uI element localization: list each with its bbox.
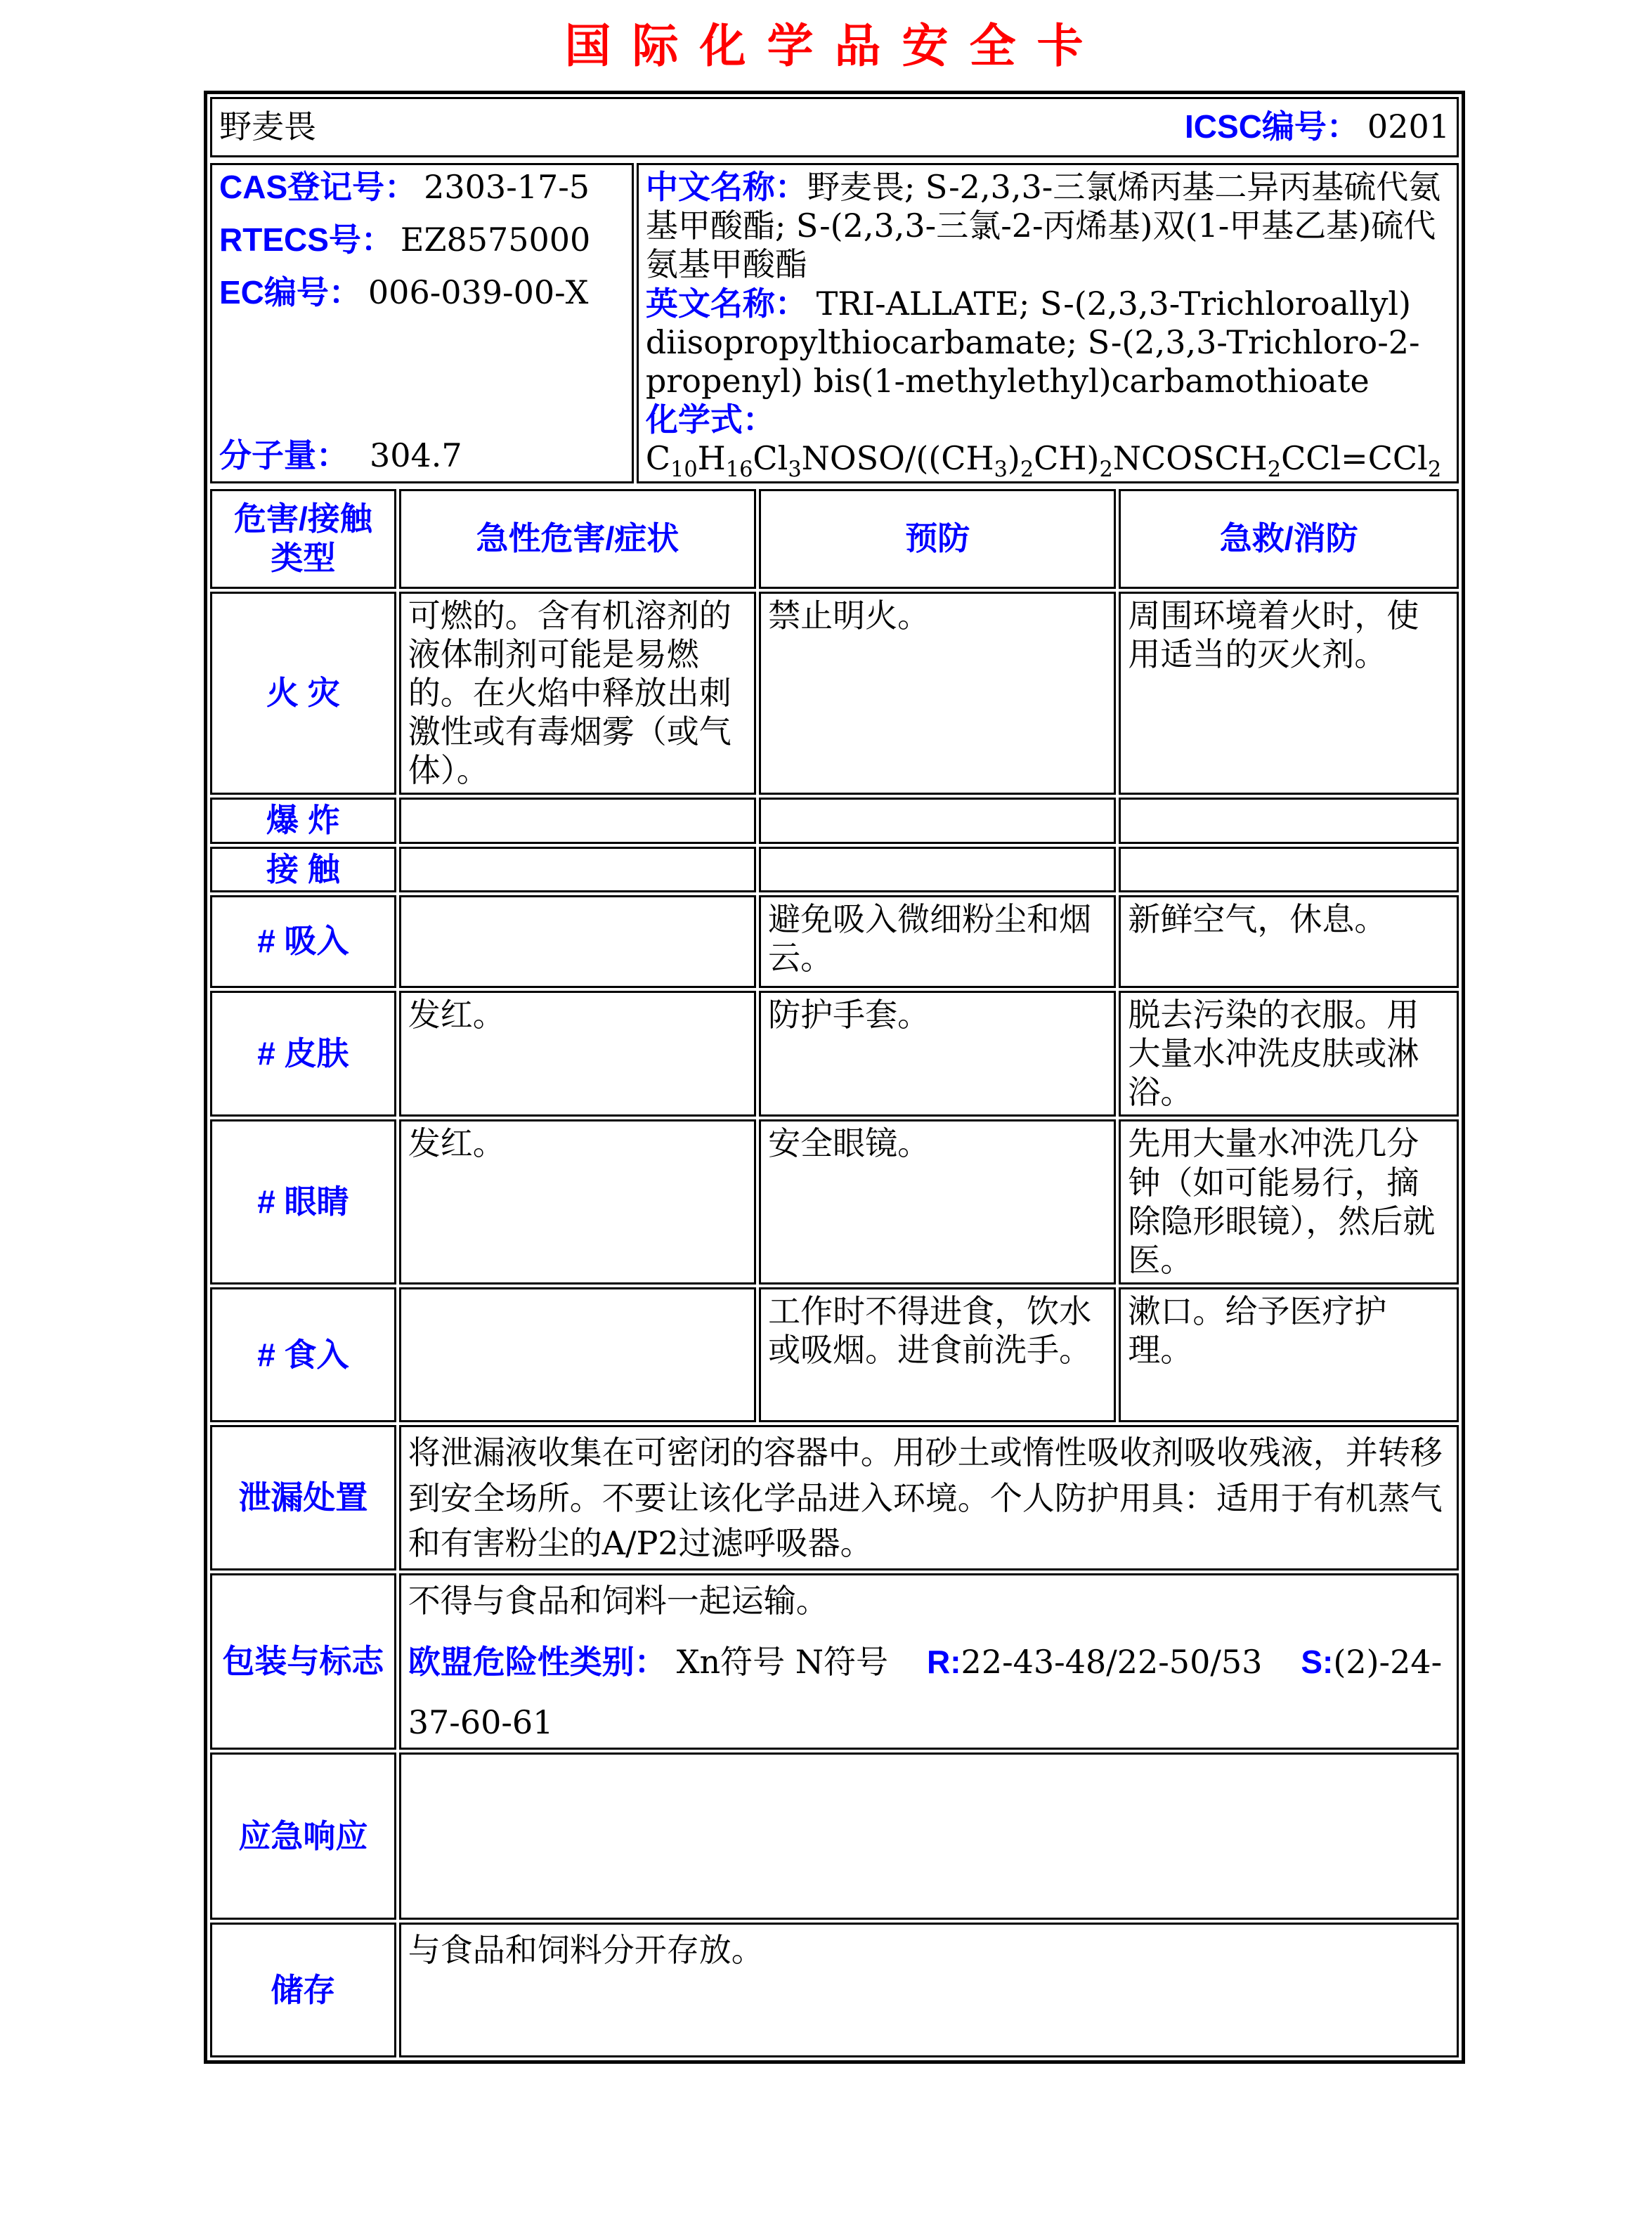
column-header-hazard-type: 危害/接触类型 (210, 489, 396, 589)
packaging-labelling-row (210, 1573, 1459, 1750)
s-phrases-continuation: 37-60-61 (408, 1703, 554, 1742)
s-phrases-label: S: (1301, 1643, 1334, 1680)
hazard-header-row (210, 489, 1459, 589)
skin-prevention-cell: 防护手套。 (759, 991, 1116, 1117)
exposure-prevention-cell (759, 847, 1116, 892)
cas-number-value: 2303-17-5 (424, 168, 590, 206)
exposure-row-label: 接 触 (210, 847, 396, 892)
molecular-weight-value: 304.7 (370, 436, 462, 475)
explosion-response-cell (1119, 798, 1459, 843)
exposure-response-cell (1119, 847, 1459, 892)
storage-text: 与食品和饲料分开存放。 (399, 1923, 1459, 2057)
ec-number-line (219, 273, 625, 312)
cas-number-line (219, 168, 625, 207)
cas-number-label: CAS登记号： (219, 169, 417, 205)
storage-row (210, 1923, 1459, 2057)
molecular-weight-label: 分子量： (219, 437, 349, 474)
emergency-response-text (399, 1752, 1459, 1920)
hazard-row-eyes (210, 1119, 1459, 1285)
s-phrases-value: (2)-24- (1333, 1642, 1443, 1681)
hazard-row-skin (210, 991, 1459, 1117)
page-title: 国际化学品安全卡 (564, 18, 1105, 73)
ingestion-response-cell: 漱口。给予医疗护理。 (1119, 1287, 1459, 1422)
rtecs-number-line (219, 221, 625, 259)
hazard-row-fire (210, 592, 1459, 795)
inhalation-response-cell: 新鲜空气，休息。 (1119, 895, 1459, 988)
packaging-labelling-label: 包装与标志 (210, 1573, 396, 1750)
substance-name: 野麦畏 (219, 108, 316, 146)
hazard-table (207, 486, 1462, 2061)
chemical-formula-line (645, 401, 1450, 483)
hazard-row-explosion (210, 798, 1459, 843)
skin-symptoms-cell: 发红。 (399, 991, 756, 1117)
eyes-symptoms-cell: 发红。 (399, 1119, 756, 1285)
header-bar-table (207, 94, 1462, 160)
rtecs-number-value: EZ8575000 (400, 221, 591, 259)
fire-symptoms-cell: 可燃的。含有机溶剂的液体制剂可能是易燃的。在火焰中释放出刺激性或有毒烟雾（或气体）。 (399, 592, 756, 795)
icsc-number-label: ICSC编号： (1185, 108, 1359, 145)
hazard-row-ingestion (210, 1287, 1459, 1422)
fire-row-label: 火 灾 (210, 592, 396, 795)
registry-ids-cell (210, 163, 634, 483)
eyes-prevention-cell: 安全眼镜。 (759, 1119, 1116, 1285)
chinese-name-line (646, 168, 1450, 285)
eyes-response-cell: 先用大量水冲洗几分钟（如可能易行，摘除隐形眼镜），然后就医。 (1119, 1119, 1459, 1285)
icsc-number-value: 0201 (1367, 108, 1450, 146)
molecular-weight-line (219, 436, 625, 475)
emergency-response-row (210, 1752, 1459, 1920)
english-name-line (646, 285, 1450, 401)
eu-hazard-class-line (408, 1639, 1450, 1684)
english-name-value: TRI-ALLATE; S-(2,3,3-Trichloroallyl) diisopropylthiocarbamate; S-(2,3,3-Trichloro-2-propenyl) bis(1-methylethyl)carbamothioate (645, 284, 1420, 400)
header-bar-cell (210, 97, 1459, 157)
names-formula-cell (637, 163, 1459, 483)
chinese-name-label: 中文名称： (645, 169, 807, 205)
ec-number-value: 006-039-00-X (368, 273, 589, 312)
hazard-row-exposure (210, 847, 1459, 892)
packaging-labelling-content (399, 1573, 1459, 1750)
chinese-name-value: 野麦畏; S-2,3,3-三氯烯丙基二异丙基硫代氨基甲酸酯; S-(2,3,3-三氯-2-丙烯基)双(1-甲基乙基)硫代氨基甲酸酯 (645, 168, 1441, 284)
icsc-page (204, 0, 1465, 2064)
exposure-symptoms-cell (399, 847, 756, 892)
inhalation-row-label: # 吸入 (210, 895, 396, 988)
column-header-response: 急救/消防 (1119, 489, 1459, 589)
english-name-label: 英文名称： (645, 285, 807, 322)
ingestion-prevention-cell: 工作时不得进食，饮水或吸烟。进食前洗手。 (759, 1287, 1116, 1422)
ec-number-label: EC编号： (219, 274, 361, 311)
explosion-prevention-cell (759, 798, 1116, 843)
spill-disposal-label: 泄漏处置 (210, 1425, 396, 1571)
ingestion-symptoms-cell (399, 1287, 756, 1422)
fire-prevention-cell: 禁止明火。 (759, 592, 1116, 795)
column-header-prevention: 预防 (759, 489, 1116, 589)
spill-disposal-text: 将泄漏液收集在可密闭的容器中。用砂土或惰性吸收剂吸收残液，并转移到安全场所。不要让该化学品进入环境。个人防护用具：适用于有机蒸气和有害粉尘的A/P2过滤呼吸器。 (399, 1425, 1459, 1571)
column-header-symptoms: 急性危害/症状 (399, 489, 756, 589)
hazard-row-inhalation (210, 895, 1459, 988)
eu-hazard-class-label: 欧盟危险性类别： (408, 1643, 667, 1680)
explosion-symptoms-cell (399, 798, 756, 843)
emergency-response-label: 应急响应 (210, 1752, 396, 1920)
chemical-formula-value: $C_{10}H_{16}Cl_3NOSO/((CH_3)_2CH)_2NCOSCH_2CCl=CCl_2$ (645, 439, 1442, 483)
chemical-formula-label: 化学式： (645, 401, 775, 438)
icsc-number-group (1185, 108, 1450, 146)
skin-response-cell: 脱去污染的衣服。用大量水冲洗皮肤或淋浴。 (1119, 991, 1459, 1117)
r-phrases-label: R: (927, 1643, 961, 1680)
skin-row-label: # 皮肤 (210, 991, 396, 1117)
r-phrases-value: 22-43-48/22-50/53 (961, 1642, 1263, 1681)
identification-table (207, 160, 1462, 486)
inhalation-symptoms-cell (399, 895, 756, 988)
packaging-transport-note: 不得与食品和饲料一起运输。 (408, 1582, 828, 1620)
eu-hazard-symbols: Xn符号 N符号 (676, 1642, 888, 1681)
inhalation-prevention-cell: 避免吸入微细粉尘和烟云。 (759, 895, 1116, 988)
ingestion-row-label: # 食入 (210, 1287, 396, 1422)
storage-label: 储存 (210, 1923, 396, 2057)
explosion-row-label: 爆 炸 (210, 798, 396, 843)
eyes-row-label: # 眼睛 (210, 1119, 396, 1285)
rtecs-number-label: RTECS号： (219, 221, 394, 259)
fire-response-cell: 周围环境着火时，使用适当的灭火剂。 (1119, 592, 1459, 795)
spill-disposal-row (210, 1425, 1459, 1571)
safety-card-sheet (204, 91, 1465, 2064)
